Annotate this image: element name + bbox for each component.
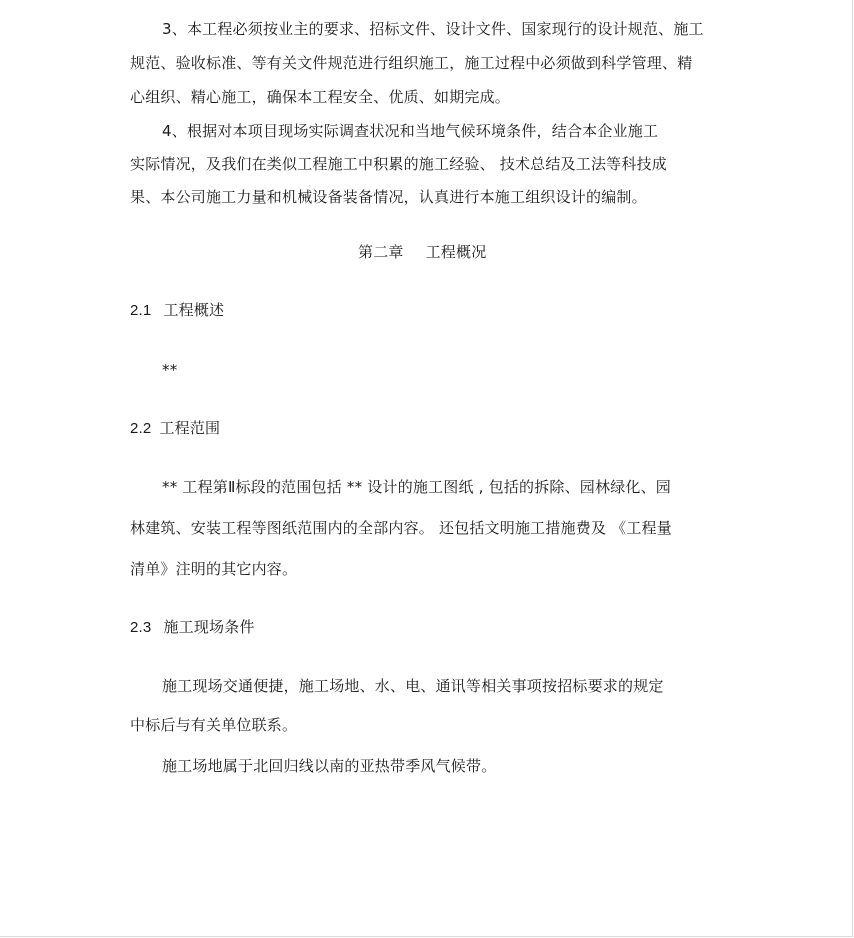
paragraph-4-line-1: 4、根据对本项目现场实际调查状况和当地气候环境条件，结合本企业施工 xyxy=(162,122,659,140)
section-2-3-title: 施工现场条件 xyxy=(163,618,255,636)
section-2-1-body: ** xyxy=(162,361,178,379)
section-2-1-heading xyxy=(130,300,224,321)
section-2-2-line-1: ** 工程第Ⅱ标段的范围包括 ** 设计的施工图纸 , 包括的拆除、园林绿化、园 xyxy=(162,478,671,496)
chapter-heading xyxy=(358,242,486,262)
paragraph-4-line-2: 实际情况，及我们在类似工程施工中积累的施工经验、 技术总结及工法等科技成 xyxy=(130,155,667,173)
section-2-3-line-2: 中标后与有关单位联系。 xyxy=(130,716,298,734)
section-2-3-line-3: 施工场地属于北回归线以南的亚热带季风气候带。 xyxy=(162,757,497,775)
paragraph-3-line-3: 心组织、精心施工，确保本工程安全、优质、如期完成。 xyxy=(130,88,511,106)
section-2-2-number: 2.2 xyxy=(130,420,152,437)
section-2-2-heading xyxy=(130,418,220,439)
paragraph-3-line-1: 3、本工程必须按业主的要求、招标文件、设计文件、国家现行的设计规范、施工 xyxy=(162,20,704,38)
section-2-3-line-1: 施工现场交通便捷，施工场地、水、电、通讯等相关事项按招标要求的规定 xyxy=(162,677,664,695)
chapter-title: 工程概况 xyxy=(425,243,487,261)
section-2-3-number: 2.3 xyxy=(130,619,152,636)
section-2-2-line-2: 林建筑、安装工程等图纸范围内的全部内容。 还包括文明施工措施费及 《工程量 xyxy=(130,519,672,537)
section-2-2-line-3: 清单》注明的其它内容。 xyxy=(130,560,298,578)
section-2-1-number: 2.1 xyxy=(130,302,152,319)
paragraph-4-line-3: 果、本公司施工力量和机械设备装备情况，认真进行本施工组织设计的编制。 xyxy=(130,188,647,206)
chapter-number: 第二章 xyxy=(358,243,404,261)
section-2-2-title: 工程范围 xyxy=(159,419,221,437)
paragraph-3-line-2: 规范、验收标准、等有关文件规范进行组织施工，施工过程中必须做到科学管理、精 xyxy=(130,54,693,72)
section-2-1-title: 工程概述 xyxy=(163,301,225,319)
section-2-3-heading xyxy=(130,617,255,638)
